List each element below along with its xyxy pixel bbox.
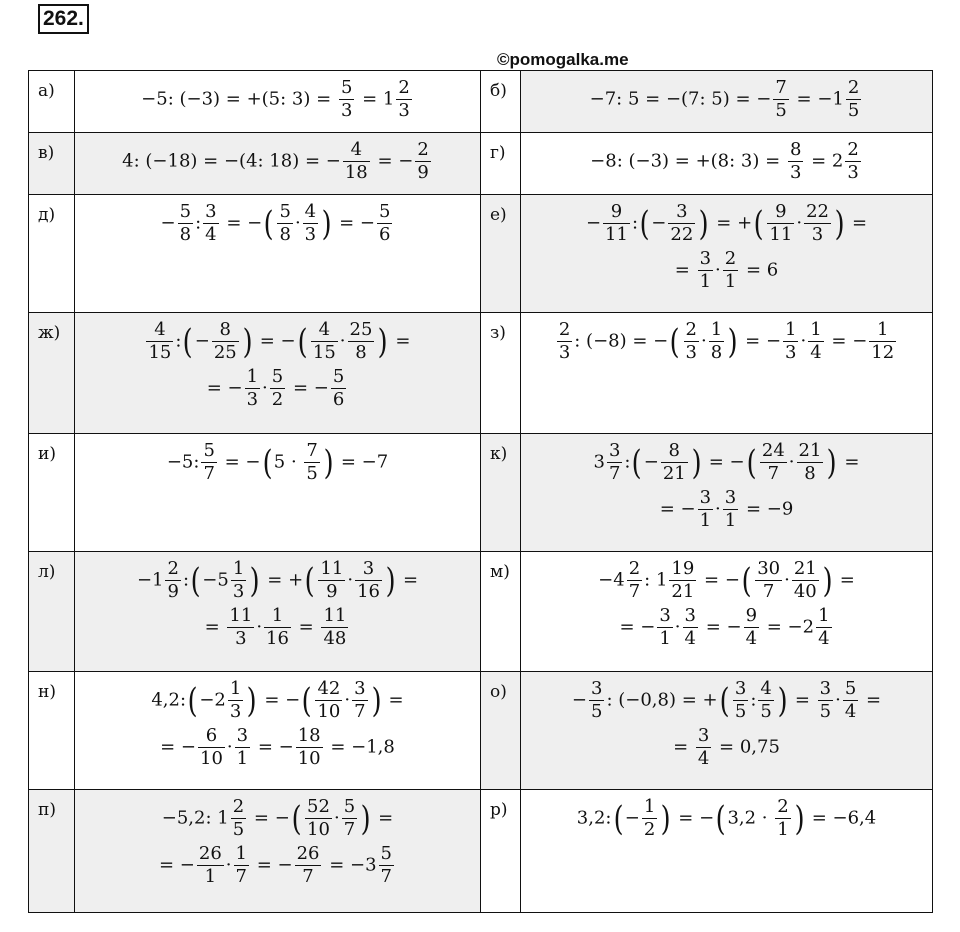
label-g: г)	[481, 133, 521, 195]
label-k: к)	[481, 434, 521, 552]
table-row	[29, 133, 933, 195]
solution-r: 3,2:(− $\frac{1}{2}$ ) = −(3,2 · $\frac{2}{1}$ ) = −6,4	[521, 790, 933, 913]
table-row	[29, 434, 933, 552]
problem-number: 262.	[38, 4, 89, 34]
label-d: д)	[29, 195, 75, 313]
solutions-table	[28, 70, 933, 913]
label-l: л)	[29, 552, 75, 672]
label-z: з)	[481, 313, 521, 434]
label-v: в)	[29, 133, 75, 195]
table-row	[29, 71, 933, 133]
label-zh: ж)	[29, 313, 75, 434]
table-row	[29, 672, 933, 790]
solution-d: − $\frac{5}{8}$ : $\frac{3}{4}$ = −( $\frac{5}{8}$ · $\frac{4}{3}$ ) = − $\frac{5}{6}$	[75, 195, 481, 313]
solution-l: −1 $\frac{2}{9}$ :(−5 $\frac{1}{3}$ ) = +( $\frac{11}{9}$ · $\frac{3}{16}$ ) = = $\frac{11}{3}$ · $\frac{1}{16}$ = $\frac{11}{48}$	[75, 552, 481, 672]
label-a: а)	[29, 71, 75, 133]
label-e: е)	[481, 195, 521, 313]
solution-m: −4 $\frac{2}{7}$ : 1 $\frac{19}{21}$ = −( $\frac{30}{7}$ · $\frac{21}{40}$ ) = = − $\frac{3}{1}$ · $\frac{3}{4}$ = − $\frac{9}{4}$ = −2 $\frac{1}{4}$	[521, 552, 933, 672]
solution-e: − $\frac{9}{11}$ :(− $\frac{3}{22}$ ) = +( $\frac{9}{11}$ · $\frac{22}{3}$ ) = = $\frac{3}{1}$ · $\frac{2}{1}$ = 6	[521, 195, 933, 313]
solution-k: 3 $\frac{3}{7}$ :(− $\frac{8}{21}$ ) = −( $\frac{24}{7}$ · $\frac{21}{8}$ ) = = − $\frac{3}{1}$ · $\frac{3}{1}$ = −9	[521, 434, 933, 552]
solution-a: −5: (−3) = +(5: 3) = $\frac{5}{3}$ = 1 $\frac{2}{3}$	[75, 71, 481, 133]
solution-g: −8: (−3) = +(8: 3) = $\frac{8}{3}$ = 2 $\frac{2}{3}$	[521, 133, 933, 195]
watermark: ©pomogalka.me	[497, 50, 629, 69]
label-i: и)	[29, 434, 75, 552]
table-row	[29, 790, 933, 913]
solution-v: 4: (−18) = −(4: 18) = − $\frac{4}{18}$ = − $\frac{2}{9}$	[75, 133, 481, 195]
label-r: р)	[481, 790, 521, 913]
label-p: п)	[29, 790, 75, 913]
solution-zh: $\frac{4}{15}$ :(− $\frac{8}{25}$ ) = −( $\frac{4}{15}$ · $\frac{25}{8}$ ) = = − $\frac{1}{3}$ · $\frac{5}{2}$ = − $\frac{5}{6}$	[75, 313, 481, 434]
solution-n: 4,2:(−2 $\frac{1}{3}$ ) = −( $\frac{42}{10}$ · $\frac{3}{7}$ ) = = − $\frac{6}{10}$ · $\frac{3}{1}$ = − $\frac{18}{10}$ = −1,8	[75, 672, 481, 790]
table-row	[29, 313, 933, 434]
solution-o: − $\frac{3}{5}$ : (−0,8) = +( $\frac{3}{5}$ : $\frac{4}{5}$ ) = $\frac{3}{5}$ · $\frac{5}{4}$ = = $\frac{3}{4}$ = 0,75	[521, 672, 933, 790]
label-b: б)	[481, 71, 521, 133]
table-row	[29, 552, 933, 672]
table-row	[29, 195, 933, 313]
solution-b: −7: 5 = −(7: 5) = − $\frac{7}{5}$ = −1 $\frac{2}{5}$	[521, 71, 933, 133]
solution-z: $\frac{2}{3}$ : (−8) = −( $\frac{2}{3}$ · $\frac{1}{8}$ ) = − $\frac{1}{3}$ · $\frac{1}{4}$ = − $\frac{1}{12}$	[521, 313, 933, 434]
solution-i: −5: $\frac{5}{7}$ = −(5 · $\frac{7}{5}$ ) = −7	[75, 434, 481, 552]
label-m: м)	[481, 552, 521, 672]
label-n: н)	[29, 672, 75, 790]
label-o: о)	[481, 672, 521, 790]
solution-p: −5,2: 1 $\frac{2}{5}$ = −( $\frac{52}{10}$ · $\frac{5}{7}$ ) = = − $\frac{26}{1}$ · $\frac{1}{7}$ = − $\frac{26}{7}$ = −3 $\frac{5}{7}$	[75, 790, 481, 913]
